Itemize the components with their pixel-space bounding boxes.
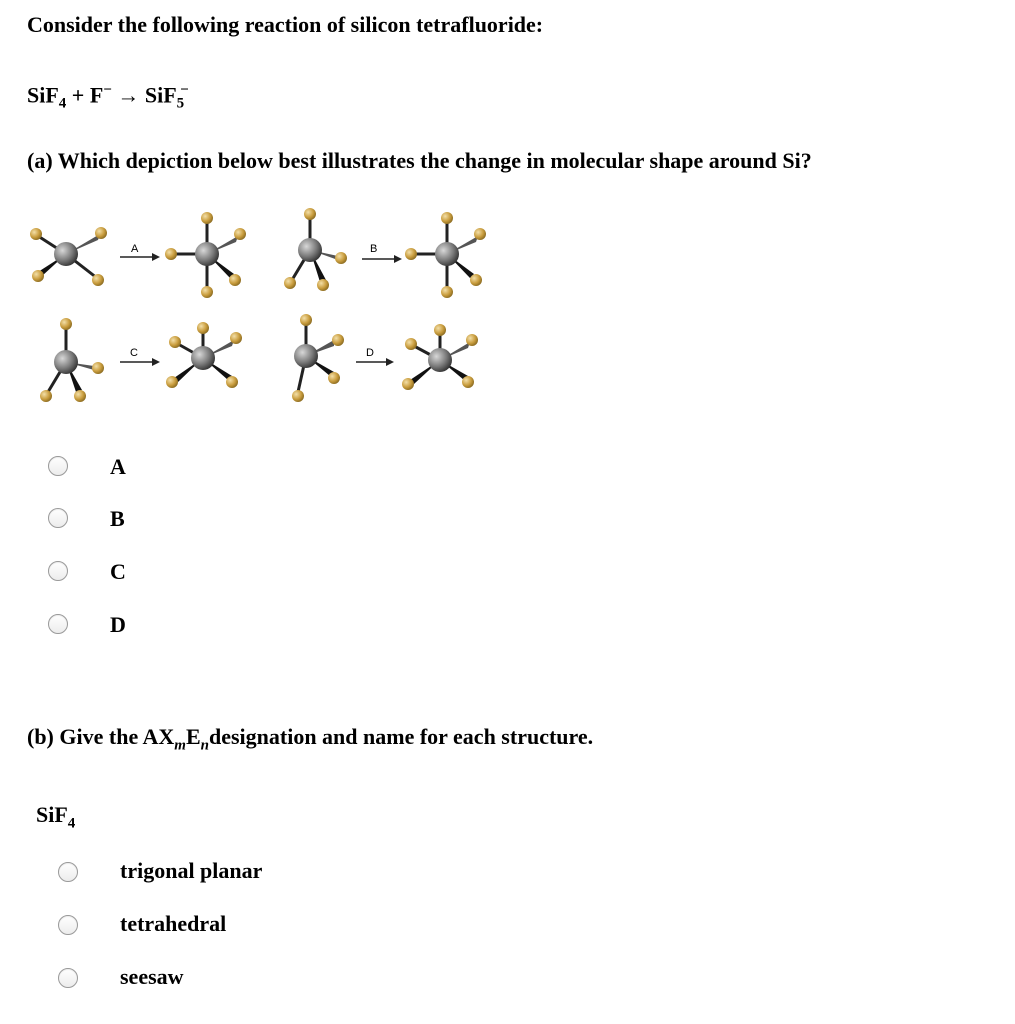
molecule-row2-right-end <box>402 324 478 390</box>
tetrahedral-label: tetrahedral <box>120 911 227 936</box>
arrow-c-label: C <box>130 347 138 359</box>
part-b-m: m <box>174 737 186 754</box>
intro-text: Consider the following reaction of silicon tetrafluoride: <box>27 12 544 37</box>
arrow-d <box>356 358 394 366</box>
product-sub: 5 <box>176 95 185 112</box>
radio-tetrahedral[interactable] <box>58 915 78 935</box>
reactant-sub: 4 <box>58 95 67 112</box>
arrow-b-label: B <box>370 243 378 255</box>
part-b-prefix: (b) Give the AX <box>27 724 175 749</box>
part-a-question: (a) Which depiction below best illustrates the change in molecular shape around Si? <box>27 148 812 173</box>
molecule-row1-right-start <box>284 208 347 291</box>
molecule-depictions <box>0 0 1015 420</box>
radio-option-d[interactable] <box>48 614 68 634</box>
part-b-suffix: designation and name for each structure. <box>208 724 594 749</box>
option-b-label: B <box>110 506 125 531</box>
sif4-heading <box>36 802 75 832</box>
molecule-row2-left-end <box>166 322 242 388</box>
arrow-b <box>362 255 402 263</box>
part-b-n: n <box>200 737 209 754</box>
option-d-label: D <box>110 612 126 637</box>
molecule-row1-left-end <box>165 212 246 298</box>
molecule-row2-right-start <box>292 314 344 402</box>
part-b-question <box>27 724 593 754</box>
molecule-row1-right-end <box>405 212 486 298</box>
trigonal-planar-label: trigonal planar <box>120 858 263 883</box>
reactant: SiF <box>27 82 59 108</box>
reaction-arrow-product: → SiF <box>111 82 177 108</box>
radio-option-b[interactable] <box>48 508 68 528</box>
plus-fluoride: + F <box>66 82 104 108</box>
radio-trigonal-planar[interactable] <box>58 862 78 882</box>
arrow-c <box>120 358 160 366</box>
arrow-a-label: A <box>131 243 139 255</box>
option-c-label: C <box>110 559 126 584</box>
fluoride-charge: − <box>103 82 112 98</box>
part-b-e: E <box>185 724 201 749</box>
seesaw-label: seesaw <box>120 964 184 989</box>
molecule-row2-left-start <box>40 318 104 402</box>
sif4-formula: SiF <box>36 802 68 827</box>
radio-option-a[interactable] <box>48 456 68 476</box>
product-charge: − <box>180 82 189 98</box>
option-a-label: A <box>110 454 126 479</box>
radio-option-c[interactable] <box>48 561 68 581</box>
molecule-row1-left-start <box>30 227 107 286</box>
radio-seesaw[interactable] <box>58 968 78 988</box>
arrow-a <box>120 253 160 261</box>
sif4-sub: 4 <box>67 815 76 832</box>
arrow-d-label: D <box>366 347 374 359</box>
